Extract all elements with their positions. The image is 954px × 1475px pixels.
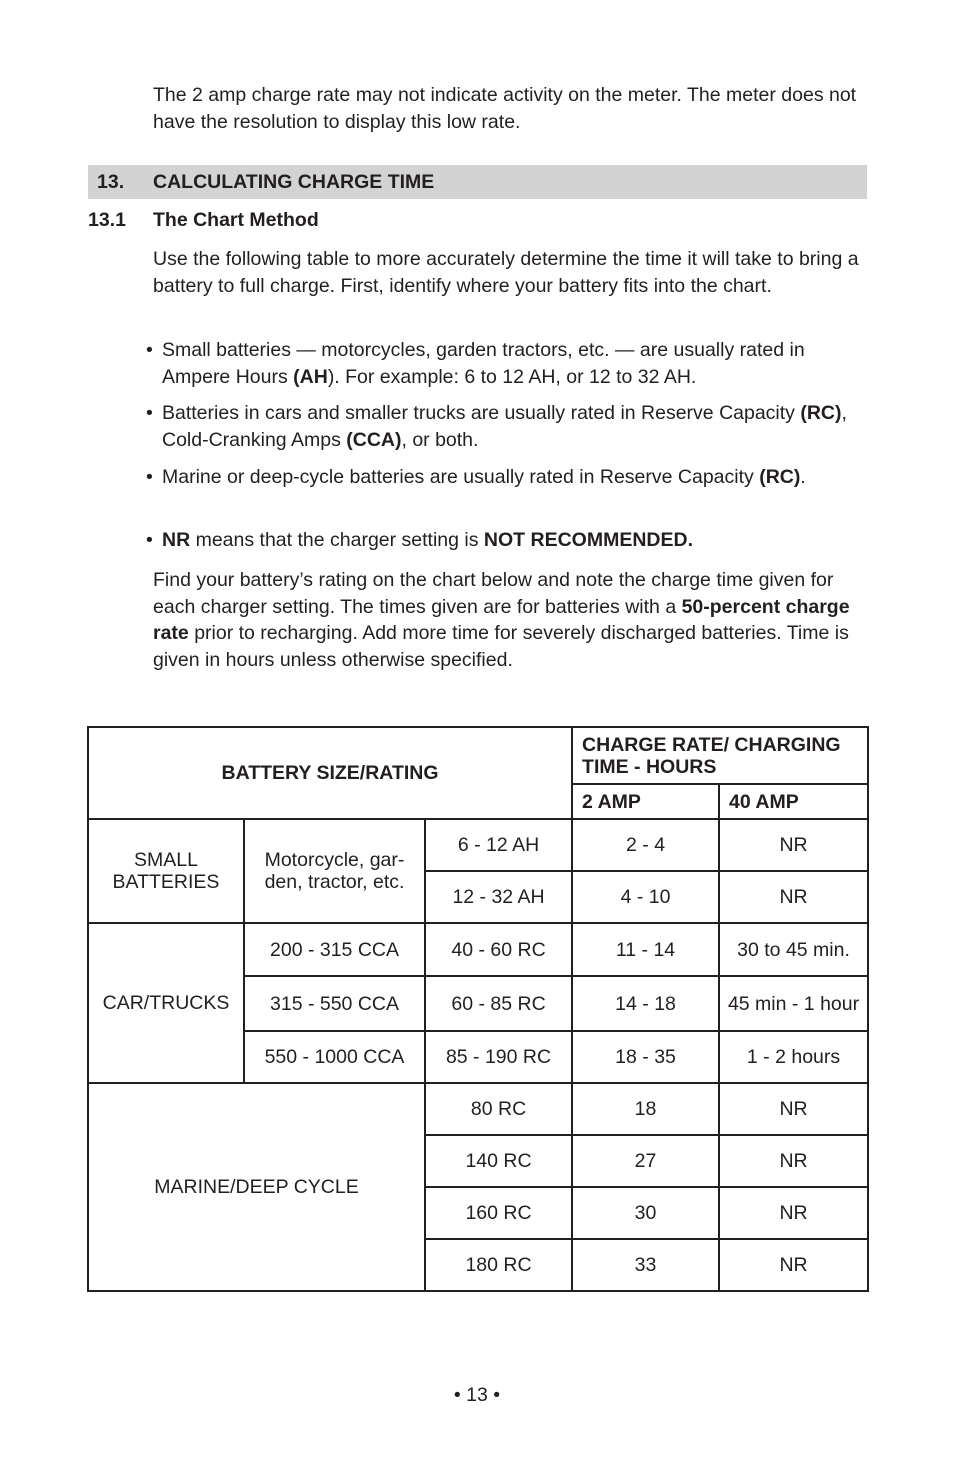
subsection-title: The Chart Method [153,209,319,231]
bullet-dot: • [146,402,153,424]
cca-cell: 315 - 550 CCA [244,976,425,1031]
subsection-number: 13.1 [88,209,126,231]
cca-cell: 200 - 315 CCA [244,923,425,976]
time-2amp-cell: 11 - 14 [572,923,719,976]
time-2amp-cell: 2 - 4 [572,819,719,871]
rc-cell: 140 RC [425,1135,572,1187]
time-2amp-cell: 14 - 18 [572,976,719,1031]
time-40amp-cell: 1 - 2 hours [719,1031,868,1083]
group-car-trucks: CAR/TRUCKS [88,923,244,1083]
header-charge-rate: CHARGE RATE/ CHARGING TIME - HOURS [572,727,868,784]
time-2amp-cell: 18 - 35 [572,1031,719,1083]
time-40amp-cell: 45 min - 1 hour [719,976,868,1031]
bullet-small-batteries: • Small batteries — motorcycles, garden tractors, etc. — are usually rated in Ampere Hours (AH). For example: 6 to 12 AH, or 12 to 32 AH. [146,339,805,388]
time-40amp-cell: NR [719,1083,868,1135]
rating-cell: 6 - 12 AH [425,819,572,871]
time-40amp-cell: NR [719,819,868,871]
rc-cell: 80 RC [425,1083,572,1135]
header-battery-size: BATTERY SIZE/RATING [88,727,572,819]
time-2amp-cell: 18 [572,1083,719,1135]
rc-cell: 60 - 85 RC [425,976,572,1031]
time-40amp-cell: NR [719,1239,868,1291]
bullet-car-batteries: • Batteries in cars and smaller trucks are usually rated in Reserve Capacity (RC), Cold-Cranking Amps (CCA), or both. [146,402,847,451]
charge-time-table [87,726,869,1292]
page-number: • 13 • [453,1384,501,1406]
time-40amp-cell: NR [719,1135,868,1187]
table-row [88,819,868,871]
time-40amp-cell: NR [719,871,868,923]
header-40-amp: 40 AMP [719,784,868,819]
chart-method-paragraph: Use the following table to more accurately determine the time it will take to bring a battery to full charge. First, identify where your battery fits into the chart. [153,248,859,297]
cca-cell: 550 - 1000 CCA [244,1031,425,1083]
time-40amp-cell: NR [719,1187,868,1239]
bullet-marine-batteries: • Marine or deep-cycle batteries are usually rated in Reserve Capacity (RC). [146,464,876,491]
group-marine-deep-cycle: MARINE/DEEP CYCLE [88,1083,425,1291]
table-row [88,923,868,976]
section-heading [88,165,867,199]
time-2amp-cell: 4 - 10 [572,871,719,923]
time-2amp-cell: 27 [572,1135,719,1187]
rc-cell: 160 RC [425,1187,572,1239]
table-row [88,1083,868,1135]
intro-note: The 2 amp charge rate may not indicate activity on the meter. The meter does not have the resolution to display this low rate. [153,84,857,133]
section-title: CALCULATING CHARGE TIME [153,171,435,193]
time-2amp-cell: 33 [572,1239,719,1291]
bullet-nr-definition: • NR means that the charger setting is NOT RECOMMENDED. [146,527,876,554]
group-small-batteries: SMALL BATTERIES [88,819,244,923]
rc-cell: 40 - 60 RC [425,923,572,976]
small-batteries-description: Motorcycle, gar- den, tractor, etc. [244,819,425,923]
bullet-dot: • [146,339,153,361]
time-40amp-cell: 30 to 45 min. [719,923,868,976]
rc-cell: 180 RC [425,1239,572,1291]
section-number: 13. [97,171,125,193]
table-header-row [88,727,868,784]
rating-cell: 12 - 32 AH [425,871,572,923]
rc-cell: 85 - 190 RC [425,1031,572,1083]
bullet-dot: • [146,529,153,551]
header-2-amp: 2 AMP [572,784,719,819]
rating-instructions-paragraph: Find your battery’s rating on the chart below and note the charge time given for each charger setting. The times given are for batteries with a 50-percent charge rate prior to recharging. Add more time for severely discharged batteries. Time is given in hours unless otherwise specified. [153,569,850,671]
time-2amp-cell: 30 [572,1187,719,1239]
bullet-dot: • [146,466,153,488]
